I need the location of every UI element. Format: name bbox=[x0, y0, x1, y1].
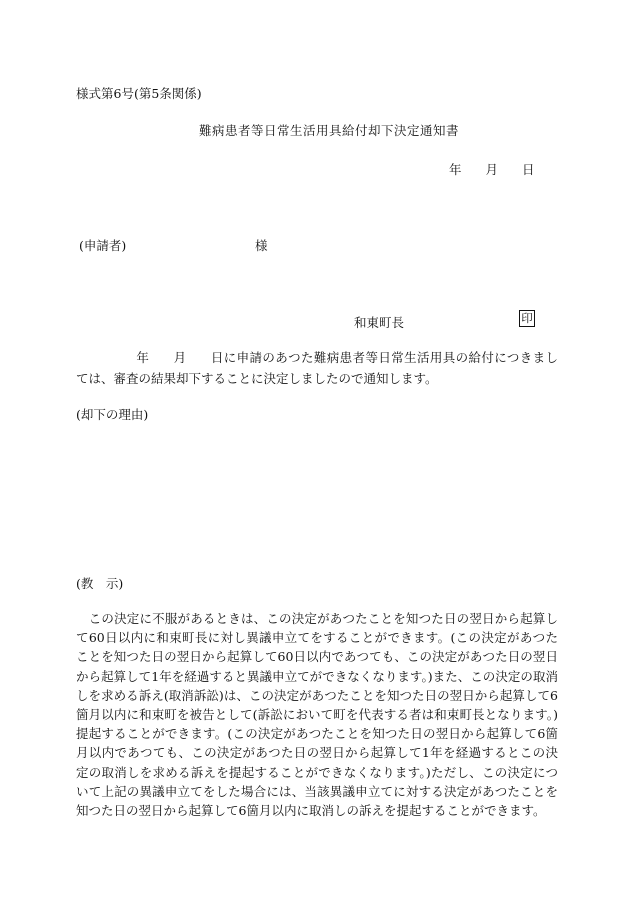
body-text: 日に申請のあつた難病患者等日常生活用具の給付につきましては、審査の結果却下することに決定しましたので通知します。 bbox=[76, 350, 558, 386]
notice-heading: (教 示) bbox=[76, 576, 124, 591]
seal-stamp-box: 印 bbox=[519, 310, 535, 327]
notification-paragraph bbox=[76, 348, 558, 389]
date-month-label: 月 bbox=[485, 162, 499, 177]
body-year-label: 年 bbox=[136, 350, 150, 365]
document-title: 難病患者等日常生活用具給付却下決定通知書 bbox=[199, 123, 460, 138]
applicant-honorific: 様 bbox=[255, 238, 268, 253]
reason-heading: (却下の理由) bbox=[76, 407, 149, 422]
form-number: 様式第6号(第5条関係) bbox=[76, 86, 202, 101]
applicant-label: (申請者) bbox=[79, 238, 127, 253]
body-month-label: 月 bbox=[173, 350, 187, 365]
date-day-label: 日 bbox=[522, 162, 535, 177]
issue-date-line bbox=[449, 160, 535, 178]
date-year-label: 年 bbox=[449, 162, 462, 177]
notice-text: この決定に不服があるときは、この決定があつたことを知つた日の翌日から起算して60日以内に和束町長に対し異議申立てをすることができます。(この決定があつたことを知つた日の翌日から起算して60日以内であつても、この決定があつた日の翌日から起算して1年を経過すると異議申立てができなくなります。)また、この決定の取消しを求める訴え(取消訴訟)は、この決定があつたことを知つた日の翌日から起算して6箇月以内に和束町を被告として(訴訟において町を代表する者は和束町長となります。)提起することができます。(この決定があつたことを知つた日の翌日から起算して6箇月以内であつても、この決定があつた日の翌日から起算して1年を経過するとこの決定の取消しを求める訴えを提起することができなくなります。)ただし、この決定について上記の異議申立てをした場合には、当該異議申立てに対する決定があつたことを知つた日の翌日から起算して6箇月以内に取消しの訴えを提起することができます。 bbox=[76, 611, 558, 819]
issuer-name: 和東町長 bbox=[354, 315, 405, 330]
applicant-line bbox=[79, 236, 268, 254]
